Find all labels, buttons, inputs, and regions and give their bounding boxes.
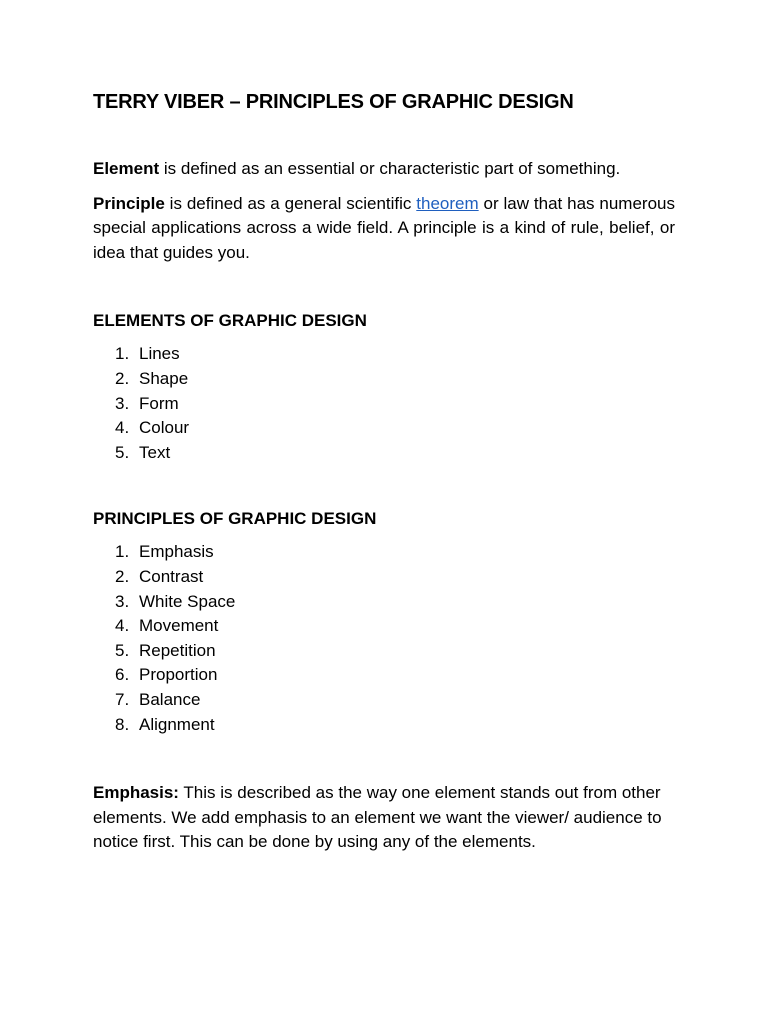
list-label: Proportion (139, 665, 218, 685)
list-number: 4. (115, 418, 130, 438)
list-label: Contrast (139, 566, 204, 586)
list-item (93, 688, 675, 713)
list-item (93, 639, 675, 664)
list-item (93, 663, 675, 688)
principle-text-before: is defined as a general scientific (164, 193, 417, 213)
list-number: 5. (115, 442, 130, 462)
list-label: Shape (139, 368, 189, 388)
list-item (93, 392, 675, 417)
element-term: Element (93, 159, 160, 178)
list-label: Movement (139, 616, 219, 636)
element-definition-text: is defined as an essential or characteristic part of something. (159, 159, 621, 178)
elements-heading: ELEMENTS OF GRAPHIC DESIGN (93, 311, 367, 331)
list-item (93, 367, 675, 392)
list-number: 5. (115, 640, 130, 660)
elements-list (93, 342, 675, 465)
list-number: 1. (115, 344, 130, 364)
principles-heading: PRINCIPLES OF GRAPHIC DESIGN (93, 509, 377, 529)
list-label: Alignment (139, 714, 215, 734)
principle-text-after: or law that has numerous special applications across a wide field. A principle is a kind of rule, belief, or idea that guides you. (93, 193, 675, 262)
emphasis-text: This is described as the way one element stands out from other elements. We add emphasis to an element we want the viewer/ audience to notice first. This can be done by using any of the elements. (93, 783, 662, 852)
principle-term: Principle (93, 193, 165, 213)
list-number: 2. (115, 368, 130, 388)
list-label: Emphasis (139, 542, 214, 562)
list-number: 1. (115, 542, 130, 562)
list-number: 6. (115, 665, 130, 685)
list-item (93, 540, 675, 565)
list-item (93, 342, 675, 367)
list-number: 7. (115, 689, 130, 709)
list-label: Balance (139, 689, 201, 709)
list-item (93, 713, 675, 738)
list-item (93, 441, 675, 466)
list-number: 8. (115, 714, 130, 734)
list-label: Lines (139, 344, 180, 364)
document-page (93, 88, 675, 855)
document-title: TERRY VIBER – PRINCIPLES OF GRAPHIC DESIGN (93, 91, 574, 113)
emphasis-term: Emphasis: (93, 783, 179, 803)
list-number: 3. (115, 393, 130, 413)
list-item (93, 590, 675, 615)
theorem-link[interactable]: theorem (416, 193, 479, 213)
list-number: 4. (115, 616, 130, 636)
list-item (93, 565, 675, 590)
list-label: White Space (139, 591, 236, 611)
list-number: 2. (115, 566, 130, 586)
list-item (93, 416, 675, 441)
emphasis-paragraph (93, 781, 675, 855)
list-number: 3. (115, 591, 130, 611)
list-item (93, 614, 675, 639)
principle-definition (93, 192, 675, 266)
list-label: Form (139, 393, 179, 413)
list-label: Repetition (139, 640, 216, 660)
element-definition (93, 157, 675, 182)
list-label: Text (139, 442, 171, 462)
list-label: Colour (139, 418, 190, 438)
principles-list (93, 540, 675, 737)
